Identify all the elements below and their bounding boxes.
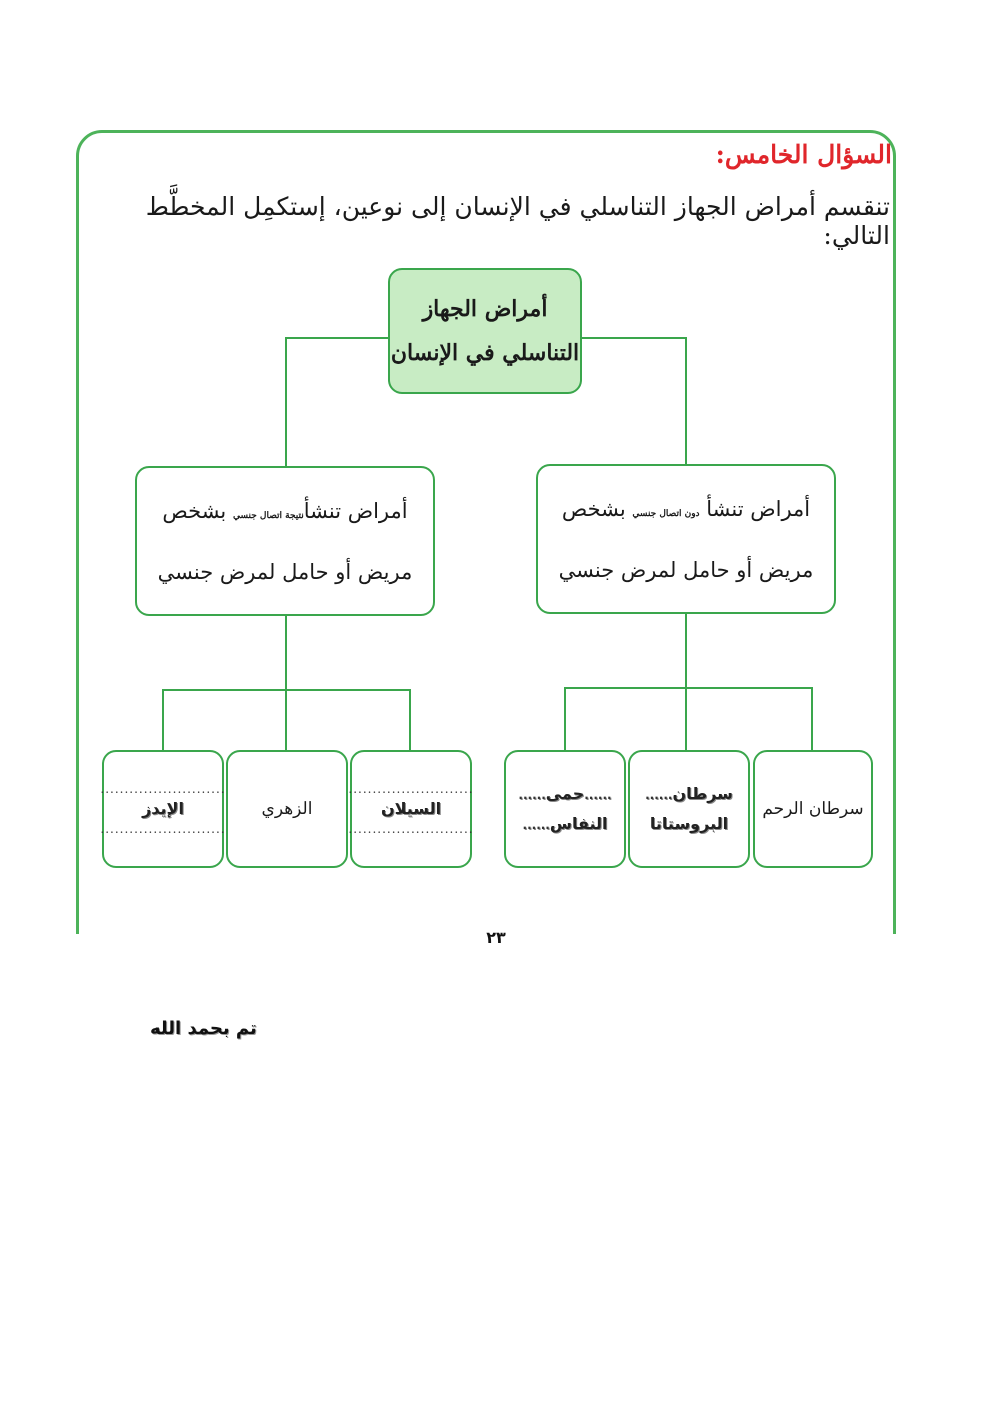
leaf-puerperal-fever bbox=[504, 750, 626, 868]
branch-nonsexual-answer: دون اتصال جنسي bbox=[632, 508, 700, 519]
leaf-gonorrhea-dots-top: .......................... bbox=[348, 782, 474, 796]
leaf-prostate-cancer bbox=[628, 750, 750, 868]
connector-root-left bbox=[286, 338, 388, 466]
leaf-aids-answer: الإيدز bbox=[142, 799, 184, 818]
branch-nonsexual-pre: أمراض تنشأ bbox=[706, 496, 811, 521]
root-line-1: أمراض الجهاز bbox=[422, 296, 548, 322]
question-instruction: تنقسم أمراض الجهاز التناسلي في الإنسان إلى نوعين، إستكمِل المخطَّط التالي: bbox=[145, 192, 890, 250]
connector-root-right bbox=[582, 338, 686, 464]
branch-sexual-post: بشخص bbox=[162, 498, 227, 523]
leaf-puerperal-fever-answer-1: حمى bbox=[545, 784, 585, 803]
leaf-puerperal-fever-line-2 bbox=[523, 809, 608, 839]
root-line-2: التناسلي في الإنسان bbox=[390, 340, 580, 366]
leaf-uterine-cancer bbox=[753, 750, 873, 868]
root-box bbox=[388, 268, 582, 394]
leaf-uterine-cancer-label: سرطان الرحم bbox=[762, 799, 864, 819]
leaf-gonorrhea-answer: السيلان bbox=[380, 799, 442, 818]
leaf-aids-dots-top: .......................... bbox=[100, 782, 226, 796]
leaf-prostate-cancer-answer-1: سرطان bbox=[672, 784, 733, 803]
leaf-aids bbox=[102, 750, 224, 868]
leaf-gonorrhea-dots-bottom: .......................... bbox=[348, 822, 474, 836]
branch-nonsexual-post: بشخص bbox=[561, 496, 626, 521]
connector-right-bar bbox=[565, 688, 812, 750]
leaf-syphilis-label: الزهري bbox=[261, 799, 313, 819]
branch-nonsexual-line-2: مريض أو حامل لمرض جنسي bbox=[558, 557, 814, 582]
branch-sexual-line-2: مريض أو حامل لمرض جنسي bbox=[157, 559, 413, 584]
leaf-puerperal-fever-dots-2: ...... bbox=[518, 788, 546, 802]
branch-box-sexual bbox=[135, 466, 435, 616]
leaf-puerperal-fever-line-1 bbox=[518, 779, 611, 809]
branch-sexual-line-1 bbox=[162, 483, 407, 544]
leaf-puerperal-fever-answer-2: النفاس bbox=[549, 814, 608, 833]
worksheet-scan bbox=[70, 104, 906, 934]
leaf-prostate-cancer-answer-2: البروستاتا bbox=[649, 814, 729, 833]
branch-box-nonsexual bbox=[536, 464, 836, 614]
leaf-prostate-cancer-line-2 bbox=[650, 809, 728, 839]
question-title: السؤال الخامس: bbox=[715, 140, 892, 169]
branch-sexual-pre: أمراض تنشأ bbox=[303, 498, 408, 523]
leaf-puerperal-fever-dots-3: ...... bbox=[522, 818, 550, 832]
leaf-gonorrhea bbox=[350, 750, 472, 868]
closing-text: تم بحمد الله bbox=[150, 1018, 257, 1039]
page-number: ٢٣ bbox=[486, 928, 506, 947]
leaf-puerperal-fever-dots: ...... bbox=[584, 788, 612, 802]
branch-nonsexual-line-1 bbox=[562, 481, 810, 542]
branch-sexual-answer: نتيجة اتصال جنسي bbox=[232, 510, 304, 521]
leaf-syphilis bbox=[226, 750, 348, 868]
leaf-prostate-cancer-dots: ...... bbox=[645, 788, 673, 802]
leaf-aids-dots-bottom: .......................... bbox=[100, 822, 226, 836]
leaf-prostate-cancer-line-1 bbox=[645, 779, 733, 809]
